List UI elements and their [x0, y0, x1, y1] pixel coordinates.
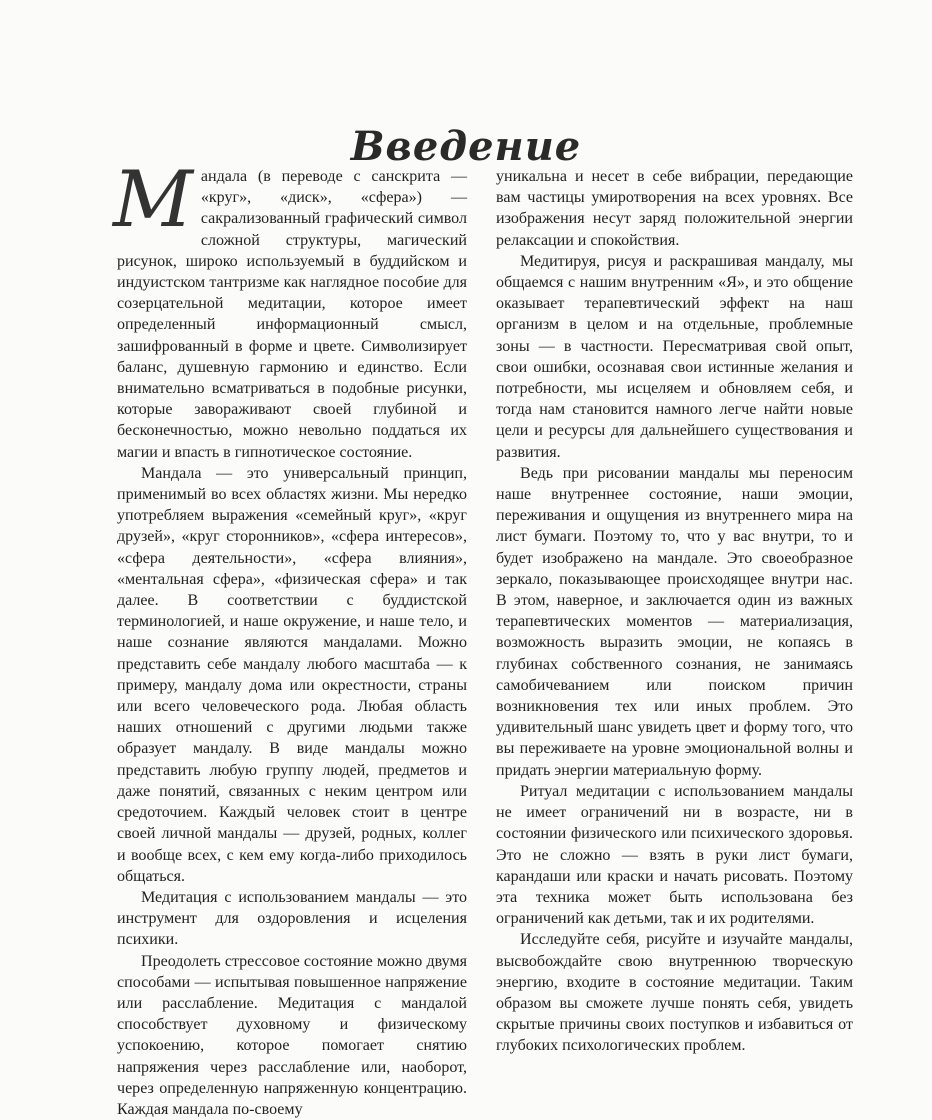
paragraph-8: Ритуал медитации с использованием мандалы не имеет ограничений ни в возрасте, ни в состоянии физического или психического здоровья. Это не сложно — взять в руки лист бумаги, карандаши или краски и начать рисовать. Поэтому эта техника может быть использована без ограничений как детьми, так и их родителями. — [496, 782, 853, 928]
paragraph-5: уникальна и несет в себе вибрации, передающие вам частицы умиротворения на всех уровнях. Все изображения несут заряд положительной энергии релаксации и спокойствия. — [496, 168, 853, 249]
paragraph-1-text: андала (в переводе с санскрита — «круг», «диск», «сфера») — сакрализованный графический символ сложной структуры, магический рисунок, широко используемый в буддийском и индуистском тантризме как наглядное пособие для созерцательной медитации, которое имеет определенный информационный смысл, зашифрованный в форме и цвете. Символизирует баланс, душевную гармонию и единство. Если внимательно всматриваться в подобные рисунки, которые завораживают своей глубиной и бесконечностью, можно невольно поддаться их магии и впасть в гипнотическое состояние. — [117, 168, 467, 461]
paragraph-9: Исследуйте себя, рисуйте и изучайте мандалы, высвобождайте свою внутреннюю творческую энергию, входите в состояние медитации. Таким образом вы сможете лучше понять себя, увидеть скрытые причины своих поступков и избавиться от глубоких психологических проблем. — [496, 931, 853, 1055]
drop-cap: М — [113, 155, 193, 245]
paragraph-7: Ведь при рисовании мандалы мы переносим наше внутреннее состояние, наши эмоции, переживания и ощущения из внутреннего мира на лист бумаги. Поэтому то, что у вас внутри, то и будет изображено на мандале. Это своеобразное зеркало, показывающее происходящее внутри нас. В этом, наверное, и заключается один из важных терапевтических моментов — материализация, возможность выразить эмоции, не копаясь в глубинах собственного сознания, не занимаясь самобичеванием или поиском причин возникновения тех или иных проблем. Это удивительный шанс увидеть цвет и форму того, что вы переживаете на уровне эмоциональной волны и придать энергии материальную форму. — [496, 464, 853, 779]
paragraph-4: Преодолеть стрессовое состояние можно двумя способами — испытывая повышенное напряжение или расслабление. Медитация с мандалой способствует духовному и физическому успокоению, которое помогает снятию напряжения через расслабление или, наоборот, через определенную напряженную концентрацию. Каждая мандала по-своему — [117, 952, 467, 1118]
paragraph-3: Медитация с использованием мандалы — это инструмент для оздоровления и исцеления психики. — [117, 888, 467, 949]
right-column — [496, 166, 853, 1057]
paragraph-2: Мандала — это универсальный принцип, применимый во всех областях жизни. Мы нередко употребляем выражения «семейный круг», «круг друзей», «круг сторонников», «сфера интересов», «сфера деятельности», «сфера влияния», «ментальная сфера», «физическая сфера» и так далее. В соответствии с буддистской терминологией, и наше окружение, и наше тело, и наше сознание являются мандалами. Можно представить себе мандалу любого масштаба — к примеру, мандалу дома или окрестности, страны или всего человеческого рода. Любая область наших отношений с другими людьми также образует мандалу. В виде мандалы можно представить любую группу людей, предметов и даже понятий, связанных с неким центром или средоточием. Каждый человек стоит в центре своей личной мандалы — друзей, родных, коллег и вообще всех, с кем ему когда-либо приходилось общаться. — [117, 464, 467, 885]
left-column — [113, 155, 467, 1120]
page-title: Введение — [350, 122, 582, 170]
paragraph-1 — [113, 155, 467, 463]
paragraph-6: Медитируя, рисуя и раскрашивая мандалу, мы общаемся с нашим внутренним «Я», и это общение оказывает терапевтический эффект на наш организм в целом и на отдельные, проблемные зоны — в частности. Пересматривая свой опыт, свои ошибки, осознавая свои истинные желания и потребности, мы исцеляем и обновляем себя, и тогда нам становится намного легче найти новые цели и ресурсы для дальнейшего существования и развития. — [496, 252, 853, 461]
